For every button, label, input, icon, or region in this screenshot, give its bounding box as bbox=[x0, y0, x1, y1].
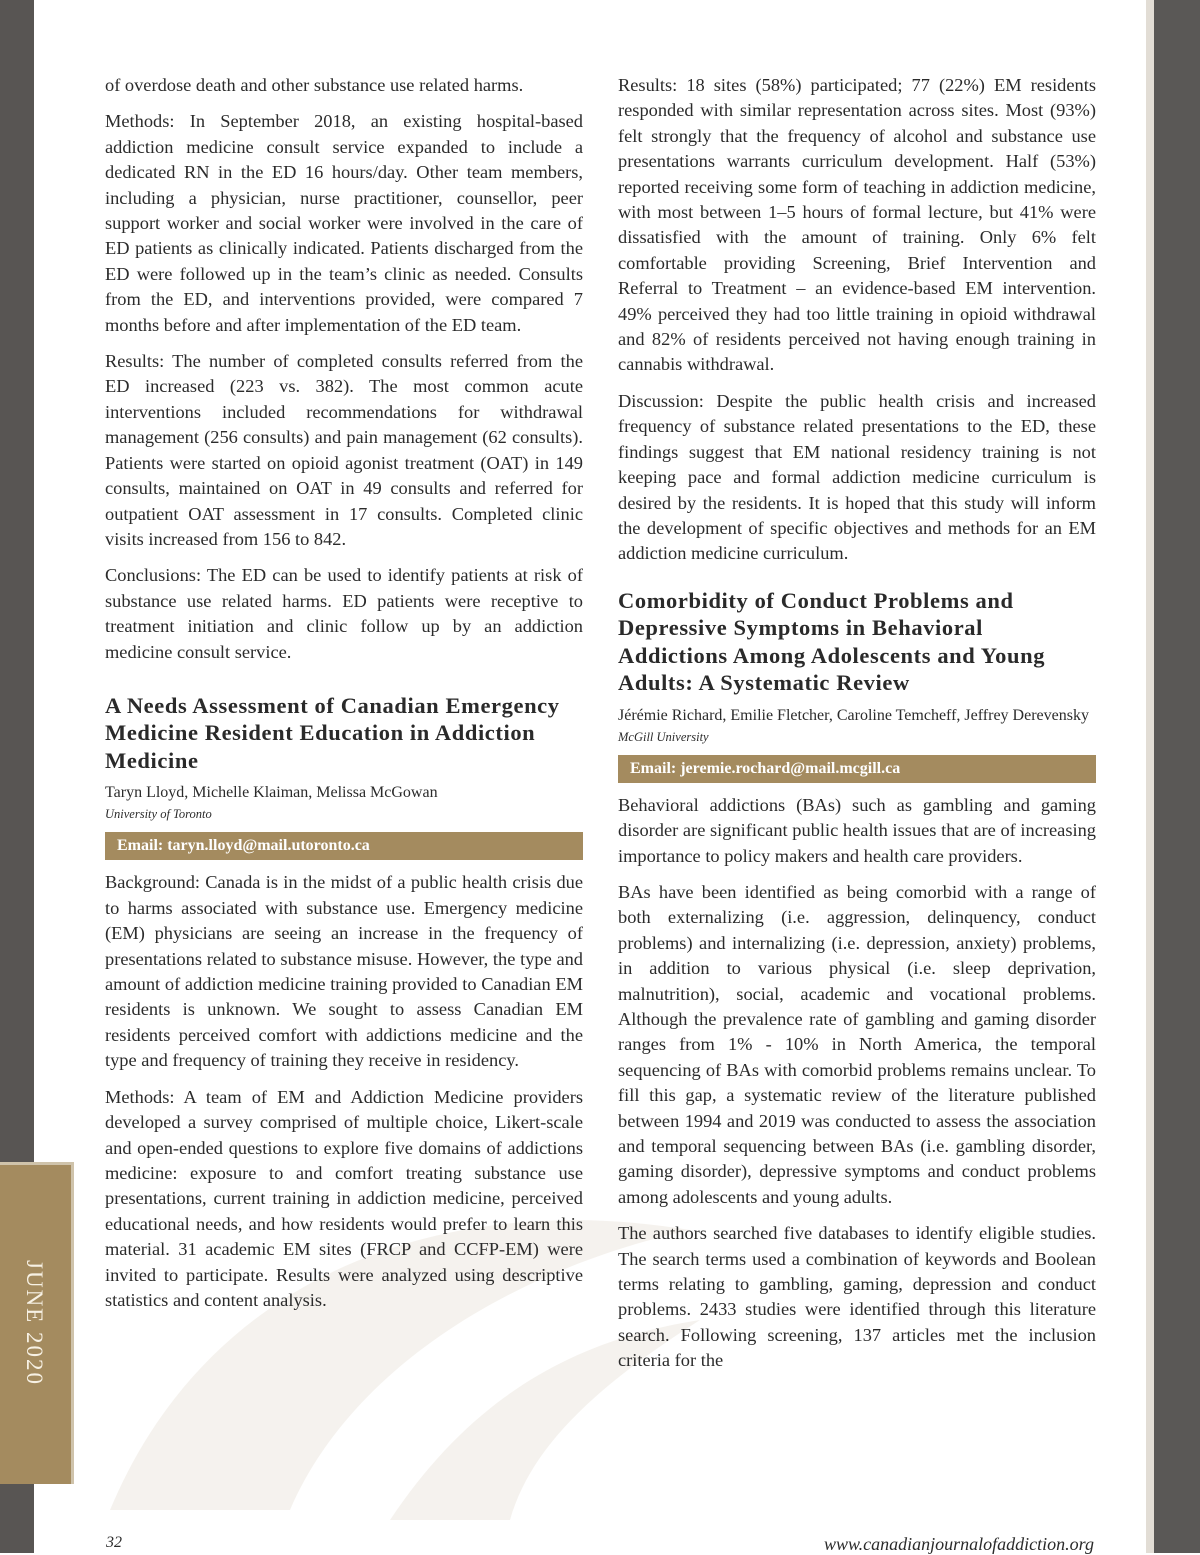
paragraph-overdose: of overdose death and other substance use related harms. bbox=[105, 75, 524, 95]
authors-needs-assessment: Taryn Lloyd, Michelle Klaiman, Melissa McGowan bbox=[105, 784, 438, 802]
affiliation-toronto: University of Toronto bbox=[105, 807, 212, 822]
email-bar-lloyd[interactable]: Email: taryn.lloyd@mail.utoronto.ca bbox=[105, 832, 583, 860]
right-band-edge bbox=[1146, 0, 1154, 1553]
paragraph-search-method: The authors searched five databases to identify eligible studies. The search terms used a combination of keywords and Boolean terms relating to gambling, gaming, depression and conduct problems. 2433 studies were identified through this literature search. Following screening, 137 articles met the inclusion criteria for the bbox=[618, 1223, 1096, 1371]
authors-comorbidity: Jérémie Richard, Emilie Fletcher, Caroline Temcheff, Jeffrey Derevensky bbox=[618, 706, 1089, 724]
paragraph-methods-ed: Methods: In September 2018, an existing hospital-based addiction medicine consult service expanded to include a dedicated RN in the ED 16 hours/day. Other team members, including a physician, nurse practitioner, counsellor, peer support worker and social worker were involved in the care of ED patients as clinically indicated. Patients discharged from the ED were followed up in the team’s clinic as needed. Consults from the ED, and interventions provided, were compared 7 months before and after implementation of the ED team. bbox=[105, 111, 583, 335]
right-column bbox=[618, 73, 1096, 1374]
article-title-needs-assessment: A Needs Assessment of Canadian Emergency Medicine Resident Education in Addiction Medicine bbox=[105, 692, 560, 773]
affiliation-mcgill: McGill University bbox=[618, 729, 709, 744]
issue-side-tab bbox=[0, 1162, 74, 1484]
email-bar-richard[interactable]: Email: jeremie.rochard@mail.mcgill.ca bbox=[618, 755, 1096, 783]
paragraph-comorbid-problems: BAs have been identified as being comorbid with a range of both externalizing (i.e. aggression, delinquency, conduct problems) and internalizing (i.e. depression, anxiety) problems, in addition to various physical (i.e. sleep deprivation, malnutrition), social, academic and vocational problems. Although the prevalence rate of gambling and gaming disorder ranges from 1% - 10% in North America, the temporal sequencing of BAs with comorbid problems remains unclear. To fill this gap, a systematic review of the literature published between 1994 and 2019 was conducted to assess the association and temporal sequencing between BAs (i.e. gambling disorder, gaming disorder), depressive symptoms and conduct problems among adolescents and young adults. bbox=[618, 881, 1096, 1207]
journal-url-link[interactable]: www.canadianjournalofaddiction.org bbox=[823, 1534, 1094, 1554]
paragraph-results-em: Results: 18 sites (58%) participated; 77 (22%) EM residents responded with similar representation across sites. Most (93%) felt strongly that the frequency of alcohol and substance use presentations warrants curriculum development. Half (53%) reported receiving some form of teaching in addiction medicine, with most between 1–5 hours of formal lecture, but 41% were dissatisfied with the amount of training. Only 6% felt comfortable providing Screening, Brief Intervention and Referral to Treatment – an evidence-based EM intervention. 49% perceived they had too little training in opioid withdrawal and 82% of residents perceived not having enough training in cannabis withdrawal. bbox=[618, 75, 1096, 375]
left-column bbox=[105, 73, 583, 1313]
paragraph-conclusions-ed: Conclusions: The ED can be used to identify patients at risk of substance use related harms. ED patients were receptive to treatment initiation and clinic follow up by an addiction medicine consult service. bbox=[105, 565, 583, 662]
paragraph-methods-em: Methods: A team of EM and Addiction Medicine providers developed a survey comprised of multiple choice, Likert-scale and open-ended questions to explore five domains of addictions medicine: exposure to and comfort treating substance use presentations, current training in addiction medicine, perceived educational needs, and how residents would prefer to learn this material. 31 academic EM sites (FRCP and CCFP-EM) were invited to participate. Results were analyzed using descriptive statistics and content analysis. bbox=[105, 1086, 583, 1310]
article-title-comorbidity: Comorbidity of Conduct Problems and Depressive Symptoms in Behavioral Addictions Among Adolescents and Young Adults: A Systematic Review bbox=[618, 587, 1046, 696]
paragraph-discussion-em: Discussion: Despite the public health crisis and increased frequency of substance related presentations to the ED, these findings suggest that EM national residency training is not keeping pace and formal addiction medicine curriculum is desired by the residents. It is hoped that this study will inform the development of specific objectives and methods for an EM addiction medicine curriculum. bbox=[618, 390, 1096, 564]
paragraph-behavioral-addictions: Behavioral addictions (BAs) such as gambling and gaming disorder are significant public health issues that are of increasing importance to policy makers and health care providers. bbox=[618, 794, 1096, 866]
right-margin-band bbox=[1146, 0, 1200, 1553]
paragraph-background-em: Background: Canada is in the midst of a public health crisis due to harms associated with substance use. Emergency medicine (EM) physicians are seeing an increase in the frequency of presentations related to substance misuse. However, the type and amount of addiction medicine training provided to Canadian EM residents is unknown. We sought to assess Canadian EM residents perceived comfort with addictions medicine and the type and frequency of training they receive in residency. bbox=[105, 872, 583, 1071]
paragraph-results-ed: Results: The number of completed consults referred from the ED increased (223 vs. 382). The most common acute interventions included recommendations for withdrawal management (256 consults) and pain management (62 consults). Patients were started on opioid agonist treatment (OAT) in 149 consults, maintained on OAT in 49 consults and referred for outpatient OAT assessment in 17 consults. Completed clinic visits increased from 156 to 842. bbox=[105, 351, 583, 549]
issue-date-label: JUNE 2020 bbox=[22, 1260, 47, 1386]
page-number: 32 bbox=[106, 1534, 122, 1551]
